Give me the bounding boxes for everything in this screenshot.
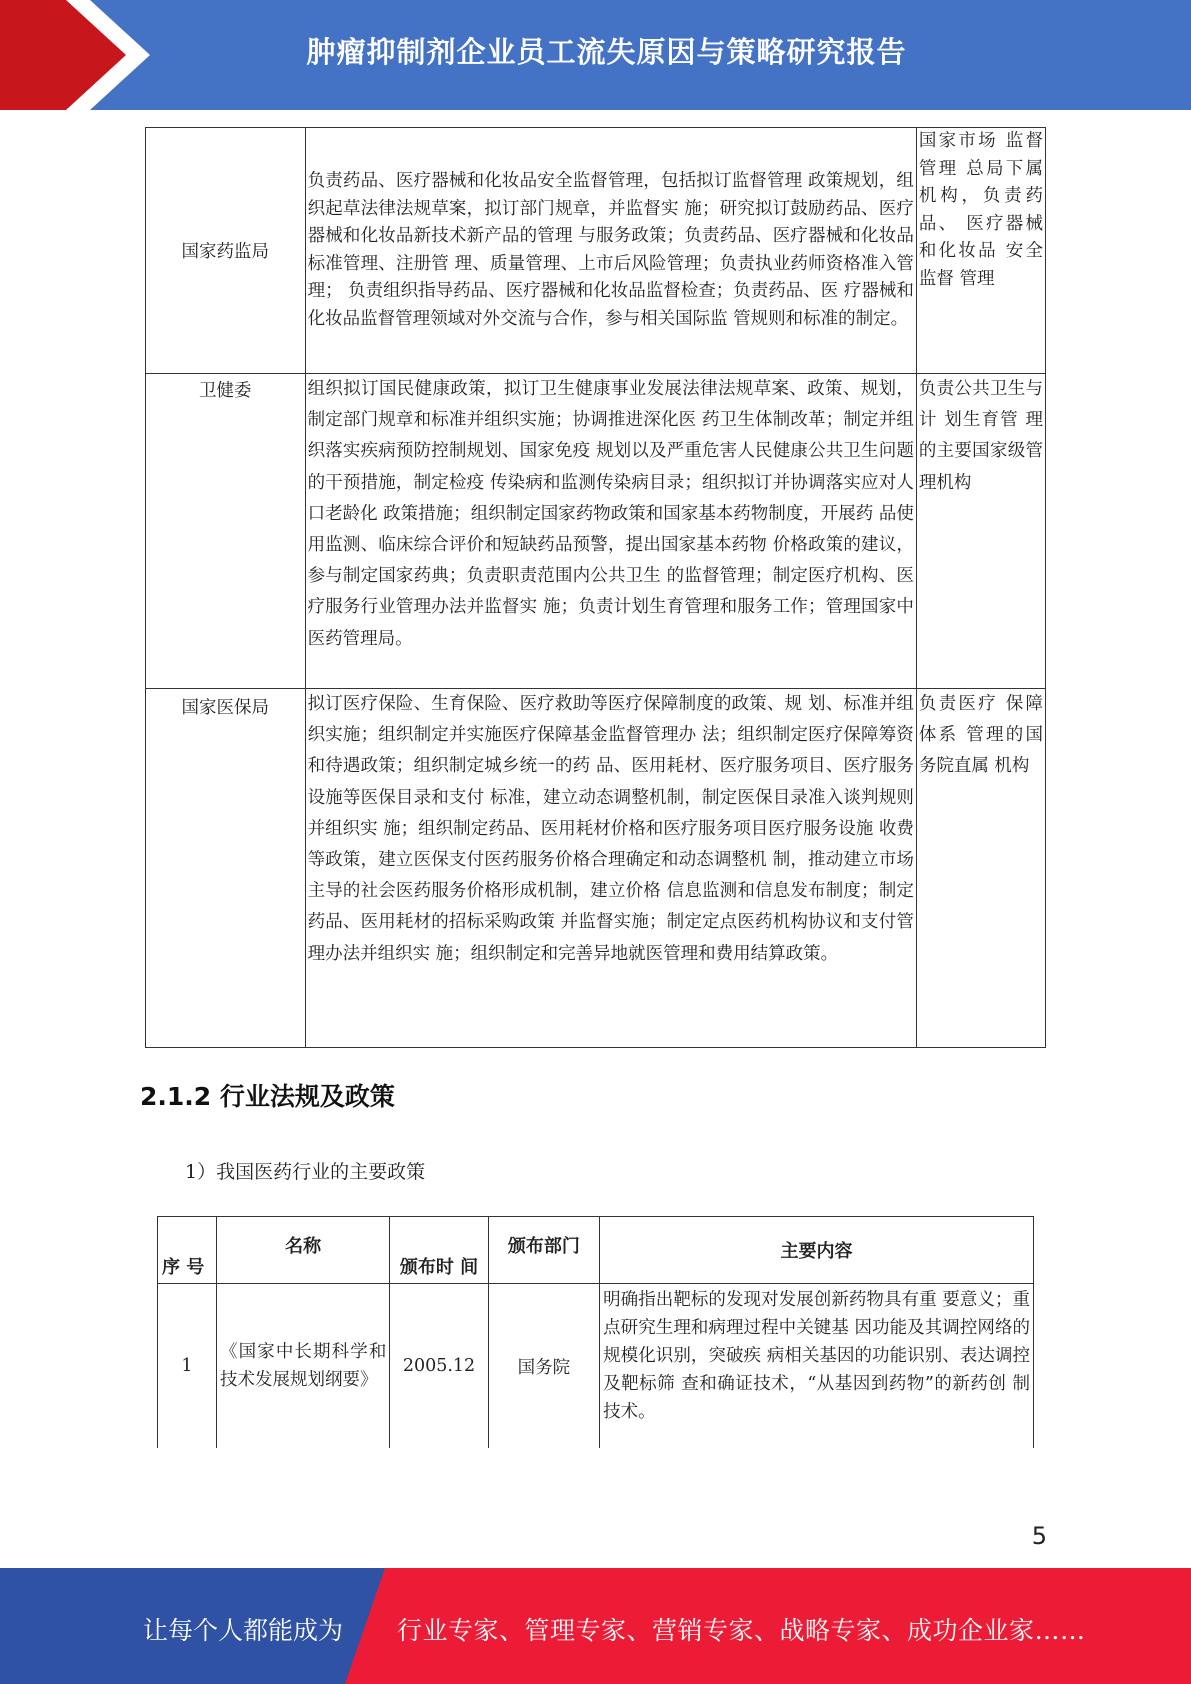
header-name: 名称 xyxy=(217,1217,390,1284)
header-date: 颁布时 间 xyxy=(390,1217,488,1284)
policy-no: 1 xyxy=(158,1284,217,1449)
agency-duty: 拟订医疗保险、生育保险、医疗救助等医疗保障制度的政策、规 划、标准并组织实施；组织制定并实施医疗保障基金监督管理办 法；组织制定医疗保障筹资和待遇政策；组织制定城乡统一的药 品、医用耗材、医疗服务项目、医疗服务设施等医保目录和支付 标准，建立动态调整机制，制定医保目录准入谈判规则并组织实 施；组织制定药品、医用耗材价格和医疗服务项目医疗服务设施 收费等政策，建立医保支付医药服务价格合理确定和动态调整机 制，推动建立市场主导的社会医药服务价格形成机制，建立价格 信息监测和信息发布制度；制定药品、医用耗材的招标采购政策 并监督实施；制定定点医药机构协议和支付管理办法并组织实 施；组织制定和完善异地就医管理和费用结算政策。 xyxy=(305,689,916,1048)
page-number: 5 xyxy=(1031,1522,1047,1550)
agency-name: 国家药监局 xyxy=(146,128,306,374)
agency-duty: 负责药品、医疗器械和化妆品安全监督管理，包括拟订监督管理 政策规划，组织起草法律法规草案，拟订部门规章，并监督实 施；研究拟订鼓励药品、医疗器械和化妆品新技术新产品的管理 与服务政策；负责药品、医疗器械和化妆品标准管理、注册管 理、质量管理、上市后风险管理；负责执业药师资格准入管理； 负责组织指导药品、医疗器械和化妆品监督检查；负责药品、医 疗器械和化妆品监督管理领域对外交流与合作，参与相关国际监 管规则和标准的制定。 xyxy=(305,128,916,374)
agency-name: 卫健委 xyxy=(146,374,306,689)
footer-slogan-left: 让每个人都能成为 xyxy=(143,1616,344,1645)
agency-type: 负责医疗 保障体系 管理的国 务院直属 机构 xyxy=(916,689,1045,1048)
policy-name: 《国家中长期科学和技术发展规划纲要》 xyxy=(217,1284,390,1449)
table-header-row xyxy=(158,1217,1034,1284)
table-row xyxy=(146,689,1046,1048)
section-subheading: 1）我国医药行业的主要政策 xyxy=(185,1161,426,1183)
table-row xyxy=(158,1284,1034,1449)
policy-table xyxy=(157,1216,1034,1448)
agency-duty: 组织拟订国民健康政策，拟订卫生健康事业发展法律法规草案、政策、规划，制定部门规章和标准并组织实施；协调推进深化医 药卫生体制改革；制定并组织落实疾病预防控制规划、国家免疫 规划以及严重危害人民健康公共卫生问题的干预措施，制定检疫 传染病和监测传染病目录；组织拟订并协调落实应对人口老龄化 政策措施；组织制定国家药物政策和国家基本药物制度，开展药 品使用监测、临床综合评价和短缺药品预警，提出国家基本药物 价格政策的建议，参与制定国家药典；负责职责范围内公共卫生 的监督管理；制定医疗机构、医疗服务行业管理办法并监督实 施；负责计划生育管理和服务工作；管理国家中医药管理局。 xyxy=(305,374,916,689)
table-row xyxy=(146,374,1046,689)
page-footer xyxy=(0,1568,1191,1684)
policy-content: 明确指出靶标的发现对发展创新药物具有重 要意义；重点研究生理和病理过程中关键基 因功能及其调控网络的规模化识别，突破疾 病相关基因的功能识别、表达调控及靶标筛 查和确证技术，“从基因到药物”的新药创 制技术。 xyxy=(600,1284,1034,1449)
agency-table xyxy=(145,127,1046,1048)
section-heading: 2.1.2 行业法规及政策 xyxy=(140,1082,395,1111)
header-no: 序 号 xyxy=(158,1217,217,1284)
policy-dept: 国务院 xyxy=(488,1284,599,1449)
report-title: 肿瘤抑制剂企业员工流失原因与策略研究报告 xyxy=(306,35,907,69)
agency-type: 负责公共卫生与计 划生育管 理的主要国家级管 理机构 xyxy=(916,374,1045,689)
page-header xyxy=(0,0,1191,110)
header-content: 主要内容 xyxy=(600,1217,1034,1284)
table-row xyxy=(146,128,1046,374)
footer-slogan-right: 行业专家、管理专家、营销专家、战略专家、成功企业家…… xyxy=(397,1616,1086,1645)
agency-name: 国家医保局 xyxy=(146,689,306,1048)
header-dept: 颁布部门 xyxy=(488,1217,599,1284)
agency-type: 国家市场 监督管理 总局下属 机构，负责药品、 医疗器械 和化妆品 安全监督 管理 xyxy=(916,128,1045,374)
policy-date: 2005.12 xyxy=(390,1284,488,1449)
